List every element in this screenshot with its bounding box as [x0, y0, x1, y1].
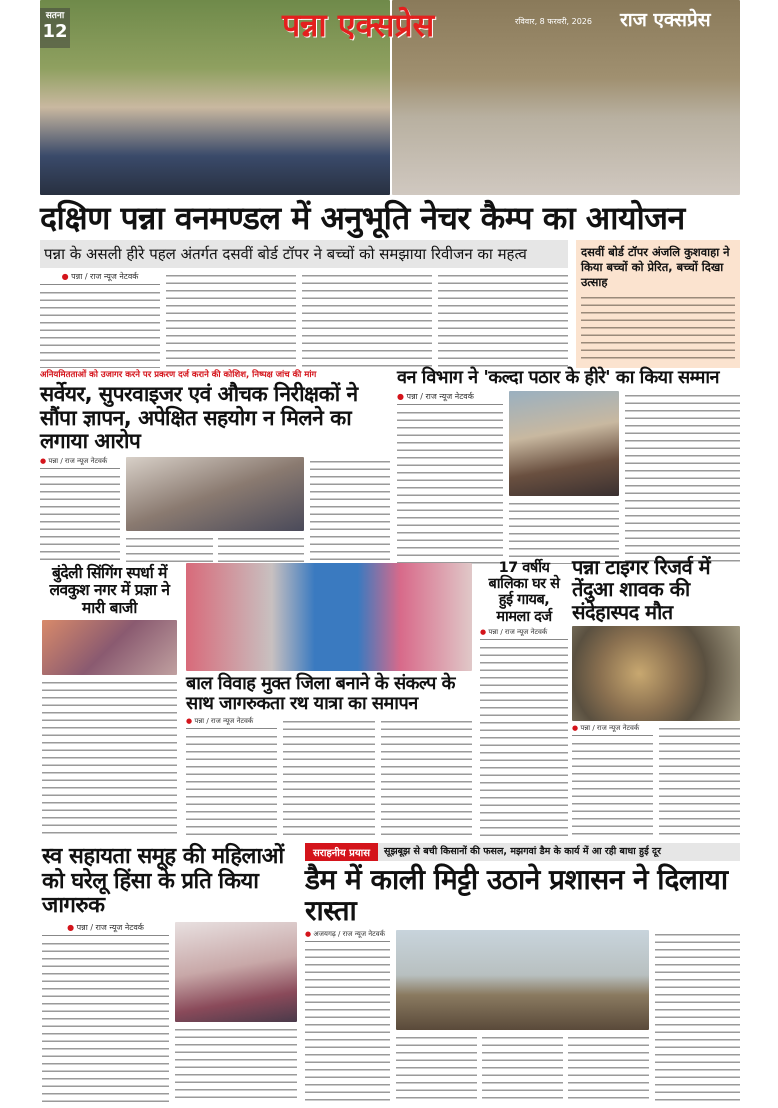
surveyor-kicker: अनियमितताओं को उजागर करने पर प्रकरण दर्ज कराने की कोशिश, निष्पक्ष जांच की मांग: [40, 370, 317, 380]
dam-body: [305, 945, 390, 1103]
forest-photo: [509, 391, 619, 496]
missing-girl-section: [480, 560, 568, 837]
surveyor-body: [310, 457, 390, 564]
dam-section: [305, 843, 740, 1103]
lead-headline: दक्षिण पन्ना वनमण्डल में अनुभूति नेचर कैम्प का आयोजन: [40, 199, 685, 237]
lead-subheadline: पन्ना के असली हीरे पहल अंतर्गत दसवीं बोर्ड टॉपर ने बच्चों को समझाया रिवीजन का महत्व: [40, 240, 568, 268]
bundeli-section: [42, 565, 177, 837]
date-line: रविवार, 8 फरवरी, 2026: [515, 17, 592, 26]
lead-body: [302, 271, 432, 368]
lead-body: [40, 288, 160, 368]
forest-body: [625, 391, 740, 564]
dam-kicker-bar: [305, 843, 740, 861]
dam-headline: डैम में काली मिट्टी उठाने प्रशासन ने दिलाया रास्ता: [305, 863, 728, 928]
child-marriage-byline: ● पन्ना / राज न्यूज नेटवर्क: [186, 717, 277, 729]
page-number-box: [40, 8, 70, 48]
lead-body: [438, 271, 568, 368]
sidebar-headline: दसवीं बोर्ड टॉपर अंजलि कुशवाहा ने किया बच्चों को प्रेरित, बच्चों दिखा उत्साह: [581, 244, 730, 289]
lead-byline: ● पन्ना / राज न्यूज नेटवर्क: [40, 271, 160, 285]
child-marriage-photo: [186, 563, 472, 671]
shg-body: [42, 939, 169, 1103]
leopard-cub-photo: [572, 626, 740, 721]
shg-photo: [175, 922, 297, 1022]
surveyor-photo: [126, 457, 304, 531]
paper-name-logo: पन्ना एक्सप्रेस: [282, 6, 435, 44]
forest-body: [397, 408, 503, 564]
page-number: 12: [42, 21, 68, 42]
dam-kicker: सूझबूझ से बची किसानों की फसल, मझगवां डैम के कार्य में आ रही बाधा हुई दूर: [384, 846, 661, 858]
dam-tag: सराहनीय प्रयास: [305, 843, 378, 861]
bundeli-photo: [42, 620, 177, 675]
surveyor-body: [40, 472, 120, 564]
surveyor-section: [40, 370, 390, 564]
forest-section: [397, 368, 740, 564]
dam-body: [568, 1033, 649, 1103]
surveyor-byline: ● पन्ना / राज न्यूज नेटवर्क: [40, 457, 120, 469]
lead-section: [40, 201, 740, 368]
tiger-body: [572, 739, 653, 837]
child-marriage-body: [283, 717, 374, 837]
dam-body: [396, 1033, 477, 1103]
lead-sidebar: [576, 240, 740, 368]
sidebar-body: [581, 293, 735, 363]
tiger-section: [572, 556, 740, 837]
bundeli-body: [42, 678, 177, 837]
tiger-body: [659, 724, 740, 837]
dam-body: [482, 1033, 563, 1103]
surveyor-body: [218, 534, 305, 564]
child-marriage-section: [186, 563, 472, 837]
tiger-byline: ● पन्ना / राज न्यूज नेटवर्क: [572, 724, 653, 736]
lead-body: [166, 271, 296, 368]
tiger-headline: पन्ना टाइगर रिजर्व में तेंदुआ शावक की संदेहास्पद मौत: [572, 555, 711, 624]
missing-girl-byline: ● पन्ना / राज न्यूज नेटवर्क: [480, 628, 568, 640]
surveyor-headline: सर्वेयर, सुपरवाइजर एवं औचक निरीक्षकों ने सौंपा ज्ञापन, अपेक्षित सहयोग न मिलने का लगाया आरोप: [40, 382, 358, 454]
child-marriage-body: [381, 717, 472, 837]
forest-headline: वन विभाग ने 'कल्दा पठार के हीरे' का किया सम्मान: [397, 367, 719, 388]
surveyor-body: [126, 534, 213, 564]
forest-byline: ● पन्ना / राज न्यूज नेटवर्क: [397, 391, 503, 405]
missing-girl-body: [480, 643, 568, 837]
shg-byline: ● पन्ना / राज न्यूज नेटवर्क: [42, 922, 169, 936]
child-marriage-headline: बाल विवाह मुक्त जिला बनाने के संकल्प के साथ जागरुकता रथ यात्रा का समापन: [186, 673, 455, 715]
child-marriage-body: [186, 732, 277, 837]
edition-label: सतना: [45, 11, 65, 21]
missing-girl-headline: 17 वर्षीय बालिका घर से हुई गायब, मामला दर्ज: [488, 560, 560, 625]
shg-headline: स्व सहायता समूह की महिलाओं को घरेलू हिंसा के प्रति किया जागरुक: [42, 844, 284, 919]
dam-excavator-photo: [396, 930, 649, 1030]
bundeli-headline: बुंदेली सिंगिंग स्पर्धा में लवकुश नगर में प्रज्ञा ने मारी बाजी: [49, 564, 170, 617]
shg-section: [42, 845, 297, 1103]
brand-logo: राज एक्सप्रेस: [620, 9, 711, 31]
dam-body: [655, 930, 740, 1103]
shg-body: [175, 1025, 297, 1103]
dam-byline: ● अजयगढ़ / राज न्यूज नेटवर्क: [305, 930, 390, 942]
